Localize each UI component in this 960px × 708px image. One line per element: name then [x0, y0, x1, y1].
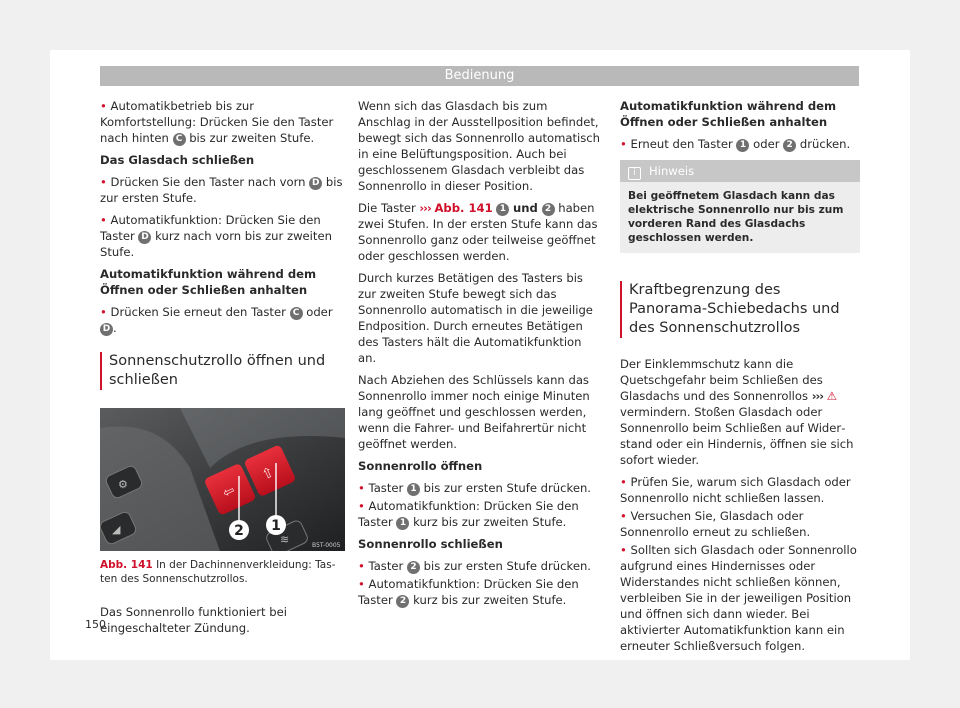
bullet-icon: • — [620, 137, 627, 151]
key-badge: D — [100, 323, 113, 336]
bullet-icon: • — [358, 481, 365, 495]
warning-triangle-icon[interactable]: ⚠ — [826, 389, 838, 403]
paragraph: Nach Abziehen des Schlüssels kann das Sonnenrollo immer noch einige Minuten lang geöffnet und geschlossen werden, wenn die Fahrer- und Beifahrertür nicht geöffnet werden. — [358, 373, 590, 451]
key-badge: 1 — [496, 203, 509, 216]
paragraph: Wenn sich das Glasdach bis zum Anschlag in der Ausstellposition befindet, bewegt sich das Sonnenrollo automatisch in eine Belüftungsposition. Auch bei geschlossenem Glasdach verbleibt das Sonnenrollo in dieser Position. — [358, 99, 601, 193]
svg-text:≋: ≋ — [280, 533, 290, 546]
figure-reference-link[interactable]: Abb. 141 — [434, 201, 493, 215]
key-badge: D — [309, 177, 322, 190]
key-badge: 2 — [783, 139, 796, 152]
paragraph: • Taster 1 bis zur ersten Stufe drücken. — [358, 481, 591, 495]
svg-text:⚙: ⚙ — [118, 478, 128, 491]
subheading: Sonnenrollo öffnen — [358, 459, 483, 473]
bullet-icon: • — [100, 305, 107, 319]
bullet-icon: • — [100, 99, 107, 113]
bullet-icon: • — [358, 559, 365, 573]
bullet-icon: • — [358, 577, 365, 591]
paragraph: • Drücken Sie erneut den Taster C oder D . — [100, 305, 333, 335]
info-icon: i — [628, 167, 641, 180]
paragraph: Der Einklemmschutz kann die Quetschgefahr beim Schließen des Glasdachs und des Sonnenrollos ››› ⚠ vermindern. Stoßen Glasdach oder Sonnenrollo beim Schließen auf Widerstand oder ein Hindernis, öffnen sie sich sofort wieder. — [620, 357, 854, 467]
subheading: Automatikfunktion während dem Öffnen oder Schließen anhalten — [100, 267, 317, 297]
figure-sunblind-buttons — [100, 408, 345, 551]
key-badge: 1 — [736, 139, 749, 152]
callout-1-label: 1 — [271, 518, 281, 534]
paragraph: • Automatikfunktion: Drücken Sie den Taster 1 kurz bis zur zweiten Stufe. — [358, 499, 579, 529]
subheading: Automatikfunktion während dem Öffnen oder Schließen anhalten — [620, 99, 837, 129]
paragraph: • Versuchen Sie, Glasdach oder Sonnenrollo erneut zu schließen. — [620, 509, 811, 539]
paragraph: • Automatikbetrieb bis zur Komfortstellung: Drücken Sie den Taster nach hinten C bis zur zweiten Stufe. — [100, 99, 334, 145]
paragraph: • Automatikfunktion: Drücken Sie den Taster D kurz nach vorn bis zur zweiten Stufe. — [100, 213, 332, 259]
callout-2-label: 2 — [234, 523, 244, 539]
paragraph: • Sollten sich Glasdach oder Sonnenrollo aufgrund eines Hindernisses oder Widerstandes nicht schließen können, verbleiben Sie in der jeweiligen Position und öffnen sich dann wieder. Bei aktivierter Automatikfunktion kann ein erneuter Schließversuch folgen. — [620, 543, 857, 653]
subheading: Sonnenrollo schließen — [358, 537, 503, 551]
key-badge: D — [138, 231, 151, 244]
svg-text:⇦: ⇦ — [220, 482, 238, 502]
svg-text:◢: ◢ — [112, 523, 121, 536]
bullet-icon: • — [358, 499, 365, 513]
figure-illustration — [100, 408, 345, 551]
column-3 — [620, 98, 860, 660]
paragraph: • Automatikfunktion: Drücken Sie den Taster 2 kurz bis zur zweiten Stufe. — [358, 577, 579, 607]
figure-caption: Abb. 141 In der Dachinnenverkleidung: Tasten des Sonnenschutzrollos. — [100, 559, 336, 585]
key-badge: 2 — [396, 595, 409, 608]
page-number: 150 — [85, 618, 106, 631]
reference-arrow-icon: ››› — [419, 201, 431, 215]
key-badge: C — [173, 133, 186, 146]
key-badge: 2 — [542, 203, 555, 216]
paragraph: Die Taster ››› Abb. 141 1 und 2 haben zwei Stufen. In der ersten Stufe kann das Sonnenrollo ganz oder teilweise geöffnet oder geschlossen werden. — [358, 201, 598, 263]
section-title: Sonnenschutzrollo öffnen und schließen — [109, 353, 326, 388]
paragraph: • Taster 2 bis zur ersten Stufe drücken. — [358, 559, 591, 573]
svg-text:⇧: ⇧ — [259, 464, 277, 484]
bullet-icon: • — [100, 175, 107, 189]
note-header: i Hinweis — [620, 160, 860, 182]
subheading: Das Glasdach schließen — [100, 153, 255, 167]
key-badge: 2 — [407, 561, 420, 574]
bullet-icon: • — [620, 475, 627, 489]
paragraph: • Prüfen Sie, warum sich Glasdach oder Sonnenrollo nicht schließen lassen. — [620, 475, 851, 505]
key-badge: 1 — [407, 483, 420, 496]
bullet-icon: • — [620, 509, 627, 523]
section-title: Kraftbegrenzung des Panorama-Schiebedachs und des Sonnenschutzrollos — [629, 282, 840, 336]
key-badge: C — [290, 307, 303, 320]
bullet-icon: • — [100, 213, 107, 227]
key-badge: 1 — [396, 517, 409, 530]
paragraph: • Erneut den Taster 1 oder 2 drücken. — [620, 137, 851, 151]
column-2 — [358, 98, 603, 614]
note-box — [620, 160, 860, 253]
reference-arrow-icon: ››› — [811, 389, 824, 403]
note-text: Bei geöffnetem Glasdach kann das elektrische Sonnenrollo nur bis zum vorderen Rand des Glasdachs geschlossen werden. — [628, 190, 844, 244]
column-1 — [100, 98, 345, 642]
paragraph: Durch kurzes Betätigen des Tasters bis zur zweiten Stufe bewegt sich das Sonnenrollo automatisch in die jeweilige Endposition. Durch erneutes Betätigen des Tasters hält die Automatikfunktion an. — [358, 271, 593, 365]
bullet-icon: • — [620, 543, 627, 557]
running-header: Bedienung — [100, 66, 859, 86]
section-heading — [620, 281, 860, 338]
figure-code: B5T-0005 — [312, 542, 341, 549]
section-heading — [100, 352, 345, 390]
paragraph: • Drücken Sie den Taster nach vorn D bis zur ersten Stufe. — [100, 175, 343, 205]
paragraph: Das Sonnenrollo funktioniert bei eingeschalteter Zündung. — [100, 605, 287, 635]
